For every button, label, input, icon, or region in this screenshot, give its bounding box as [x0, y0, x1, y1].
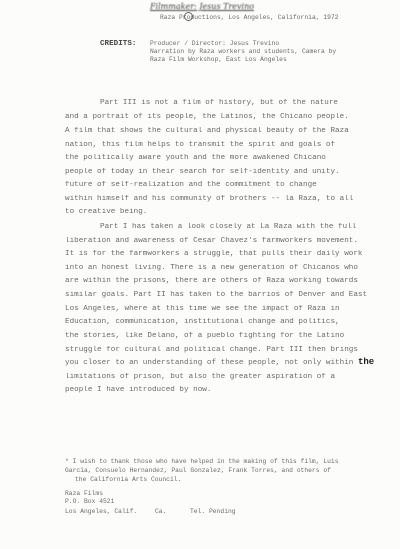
contact-city: Los Angeles, Calif.	[65, 508, 138, 515]
paragraph-2-line: Education, communication, institutional change and politics,	[65, 318, 340, 326]
footnote-line: Garcia, Consuelo Hernandez, Paul Gonzalez, Frank Torres, and others of	[65, 467, 331, 474]
header-subtitle: Raza Productions, Los Angeles, California, 1972	[160, 14, 339, 21]
paragraph-1-line: within himself and his community of brothers -- la Raza, to all	[65, 195, 354, 203]
paragraph-1-line: people of today in their search for self-identity and unity.	[65, 168, 340, 176]
credits-line: Narration by Raza workers and students, Camera by	[150, 48, 337, 55]
paragraph-1-line: and a portrait of its people, the Latinos, the Chicano people.	[65, 113, 349, 121]
paragraph-1-line: to creative being.	[65, 208, 148, 216]
paragraph-2-line: similar goals. Part II has taken to the barrios of Denver and East	[65, 291, 368, 299]
credits-line: Producer / Director: Jesus Trevino	[150, 40, 280, 47]
paragraph-2-line: Los Angeles, where at this time we see the impact of Raza in	[65, 305, 340, 313]
paragraph-2-line: the stories, like Delano, of a pueblo fighting for the Latino	[65, 332, 345, 340]
paragraph-2-line: Part I has taken a look closely at La Raza with the full	[100, 223, 357, 231]
footnote-line: the California Arts Council.	[75, 476, 182, 483]
paragraph-2-line	[65, 357, 374, 368]
paragraph-2-line: people I have introduced by now.	[65, 386, 212, 394]
paragraph-2-line: into an honest living. There is a new generation of Chicanos who	[65, 264, 358, 272]
paragraph-1-line: A film that shows the cultural and physical beauty of the Raza	[65, 127, 349, 135]
paragraph-1-line: future of self-realization and the commitment to change	[65, 181, 317, 189]
footnote-line: * I wish to thank those who have helped in the making of this film, Luis	[65, 458, 339, 465]
header-title: Filmmaker: Jesus Trevino	[150, 2, 255, 11]
handwritten-insertion: the	[357, 357, 375, 367]
credits-line: Raza Film Workshop, East Los Angeles	[150, 56, 287, 63]
paragraph-2-line: are within the prisons, there are others of Raza working towards	[65, 277, 358, 285]
paragraph-1-line: nation, this film helps to transmit the spirit and goals of	[65, 141, 336, 149]
paragraph-1-line: the politically aware youth and the more awakened Chicano	[65, 154, 326, 162]
paragraph-2-line: liberation and awareness of Cesar Chavez's farmworkers movement.	[65, 237, 358, 245]
contact-name: Raza Films	[65, 490, 103, 497]
contact-address: P.O. Box 4521	[65, 498, 115, 505]
paragraph-2-line: It is for the farmworkers a struggle, that pulls their daily work	[65, 250, 363, 258]
paragraph-2-line-text: you closer to an understanding of these people, not only within	[65, 359, 354, 367]
contact-phone: Tel. Pending	[190, 508, 236, 515]
paragraph-2-line: struggle for cultural and political change. Part III then brings	[65, 346, 358, 354]
paragraph-2-line: limitations of prison, but also the greater aspiration of a	[65, 373, 336, 381]
contact-state: Ca.	[155, 508, 167, 515]
paragraph-1-line: Part III is not a film of history, but of the nature	[100, 99, 339, 107]
credits-label: CREDITS:	[100, 40, 137, 48]
